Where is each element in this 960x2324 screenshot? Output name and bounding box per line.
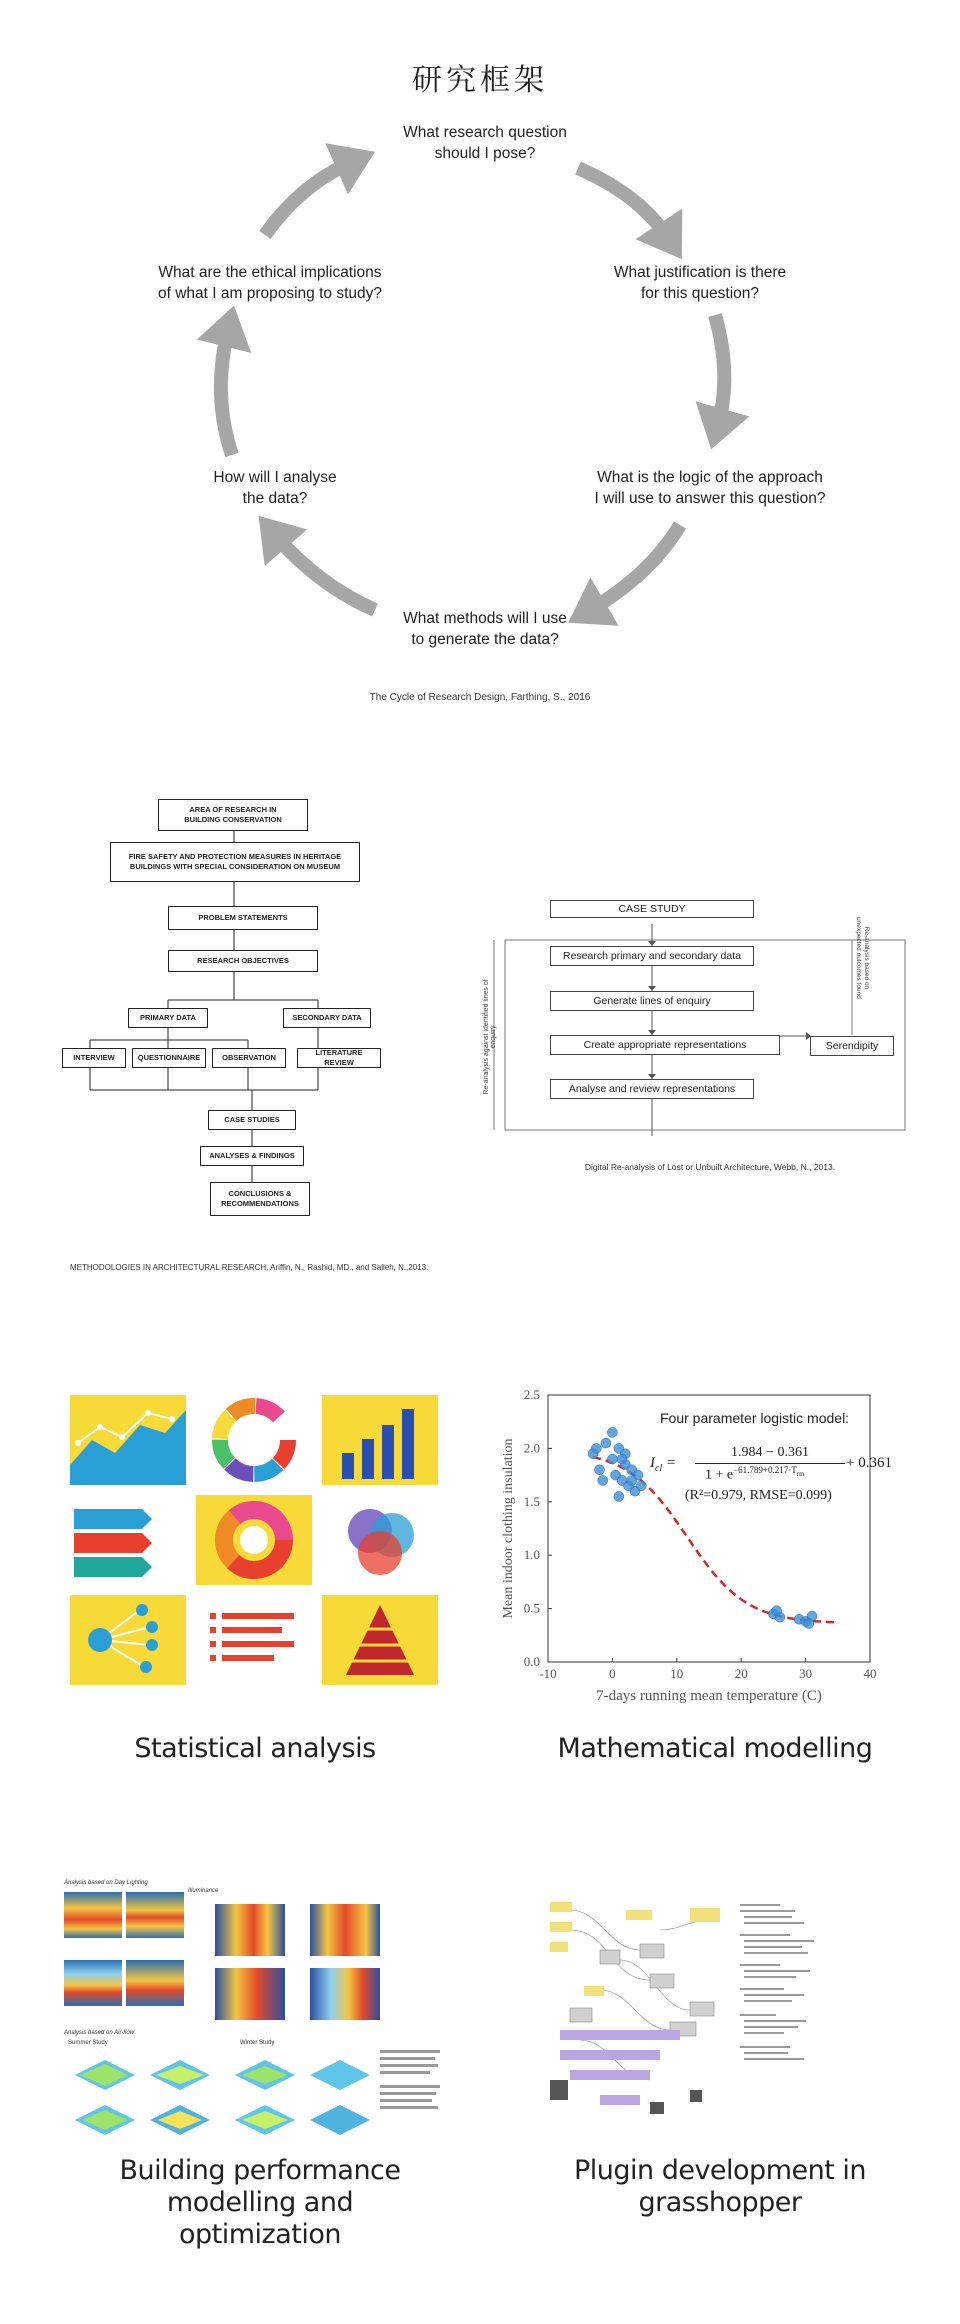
stats-caption: Statistical analysis xyxy=(134,1733,376,1764)
flow-questionnaire: QUESTIONNAIRE xyxy=(132,1048,206,1068)
formula-exp-sub: rm xyxy=(796,1469,805,1478)
flow-analyses: ANALYSES & FINDINGS xyxy=(200,1146,304,1166)
plugin-panel xyxy=(540,1890,860,2130)
plot-frame xyxy=(548,1395,870,1662)
x-tick-label: -10 xyxy=(539,1666,557,1681)
formula-den: 1 + e xyxy=(705,1467,734,1483)
data-point xyxy=(772,1606,782,1616)
webb-represent: Create appropriate representations xyxy=(550,1035,780,1055)
cycle-step-5: How will I analyse the data? xyxy=(213,469,337,507)
flowchart-caption: METHODOLOGIES IN ARCHITECTURAL RESEARCH, Ariffin, N., Rashid, MD., and Salleh, N.,2013. xyxy=(70,1263,429,1272)
cycle-step-2: What justification is there for this question? xyxy=(613,264,787,302)
x-tick-label: 40 xyxy=(863,1666,877,1681)
flow-conclusions: CONCLUSIONS & RECOMMENDATIONS xyxy=(210,1182,310,1216)
formula-sub: cl xyxy=(655,1463,663,1474)
bpm-label-winter: Winter Study xyxy=(240,2040,275,2046)
model-formula: $I_{cl}$ = 1.984 − 0.361 $1 + e^{-61.789+0.217\cdot T_{rm}}$ + 0.361 xyxy=(650,1445,892,1483)
data-point xyxy=(601,1438,611,1448)
data-point xyxy=(636,1481,646,1491)
flow-secondary: SECONDARY DATA xyxy=(283,1008,371,1028)
bpm-label-illum: Illuminance xyxy=(188,1888,219,1894)
data-point xyxy=(591,1443,601,1453)
y-tick-label: 0.5 xyxy=(523,1600,540,1616)
page-title: 研究框架 xyxy=(412,63,548,98)
y-tick-label: 2.5 xyxy=(523,1387,540,1402)
bpm-airflow xyxy=(60,1880,445,2140)
data-point xyxy=(804,1619,814,1629)
data-point xyxy=(614,1491,624,1501)
x-tick-label: 0 xyxy=(609,1666,616,1681)
webb-caption: Digital Re-analysis of Lost or Unbuilt Architecture, Webb, N., 2013. xyxy=(584,1162,836,1172)
data-point xyxy=(617,1454,627,1464)
webb-analyse: Analyse and review representations xyxy=(550,1079,754,1099)
y-tick-label: 1.5 xyxy=(523,1493,540,1509)
y-axis-label: Mean indoor clothing insulation xyxy=(501,1438,516,1619)
grasshopper-canvas xyxy=(540,1890,860,2130)
flow-area: AREA OF RESEARCH IN BUILDING CONSERVATION xyxy=(158,799,308,831)
model-annotation: Four parameter logistic model: xyxy=(660,1410,850,1426)
bpm-label-summer: Summer Study xyxy=(68,2040,108,2046)
data-point xyxy=(607,1427,617,1437)
formula-numerator: 1.984 − 0.361 xyxy=(731,1445,809,1460)
data-point xyxy=(607,1454,617,1464)
y-tick-label: 2.0 xyxy=(523,1440,540,1456)
data-point xyxy=(627,1475,637,1485)
webb-serendipity: Serendipity xyxy=(810,1036,894,1056)
x-tick-label: 20 xyxy=(734,1666,748,1681)
data-point xyxy=(598,1475,608,1485)
cycle-step-4: What methods will I use to generate the data? xyxy=(403,610,567,648)
flow-objectives: RESEARCH OBJECTIVES xyxy=(168,950,318,972)
formula-exp: −61.789+0.217·T xyxy=(733,1465,797,1475)
flow-interview: INTERVIEW xyxy=(62,1048,126,1068)
webb-case-study: CASE STUDY xyxy=(550,900,754,918)
cycle-step-6: What are the ethical implications of what I am proposing to study? xyxy=(157,264,383,302)
flow-problem: PROBLEM STATEMENTS xyxy=(168,906,318,930)
cycle-step-1: What research question should I pose? xyxy=(403,124,567,162)
bpm-caption: Building performance modelling and optimization xyxy=(119,2155,401,2250)
flow-topic: FIRE SAFETY AND PROTECTION MEASURES IN HERITAGE BUILDINGS WITH SPECIAL CONSIDERATION ON MUSEUM xyxy=(110,842,360,882)
webb-left-label: Re-analysis against identified lines of enquiry xyxy=(483,979,497,1095)
flow-case-studies: CASE STUDIES xyxy=(208,1110,296,1130)
bpm-label-air: Analysis based on Air-flow xyxy=(64,2030,135,2036)
flow-observation: OBSERVATION xyxy=(212,1048,286,1068)
model-fit-stats: (R²=0.979, RMSE=0.099) xyxy=(685,1488,832,1503)
data-point xyxy=(595,1465,605,1475)
x-tick-label: 10 xyxy=(670,1666,684,1681)
plugin-caption: Plugin development in grasshopper xyxy=(573,2155,867,2218)
y-tick-label: 0.0 xyxy=(523,1654,540,1669)
webb-right-label: Re-analysis based on unexpected outcomes found xyxy=(855,917,870,999)
flow-primary: PRIMARY DATA xyxy=(128,1008,208,1028)
x-axis-label: 7-days running mean temperature (C) xyxy=(596,1688,822,1704)
bpm-label-daylight: Analysis based on Day Lighting xyxy=(64,1880,148,1886)
formula-lhs: I xyxy=(650,1455,655,1471)
cycle-step-3: What is the logic of the approach I will use to answer this question? xyxy=(594,469,826,507)
bpm-panel xyxy=(60,1880,445,2140)
webb-research: Research primary and secondary data xyxy=(550,946,754,966)
y-tick-label: 1.0 xyxy=(523,1547,540,1563)
webb-lines: Generate lines of enquiry xyxy=(550,991,754,1011)
formula-tail: + 0.361 xyxy=(846,1455,892,1471)
flow-literature: LITERATURE REVIEW xyxy=(297,1048,381,1068)
x-tick-label: 30 xyxy=(799,1666,813,1681)
model-caption: Mathematical modelling xyxy=(557,1733,873,1764)
cycle-caption: The Cycle of Research Design, Farthing, S., 2016 xyxy=(369,692,591,703)
